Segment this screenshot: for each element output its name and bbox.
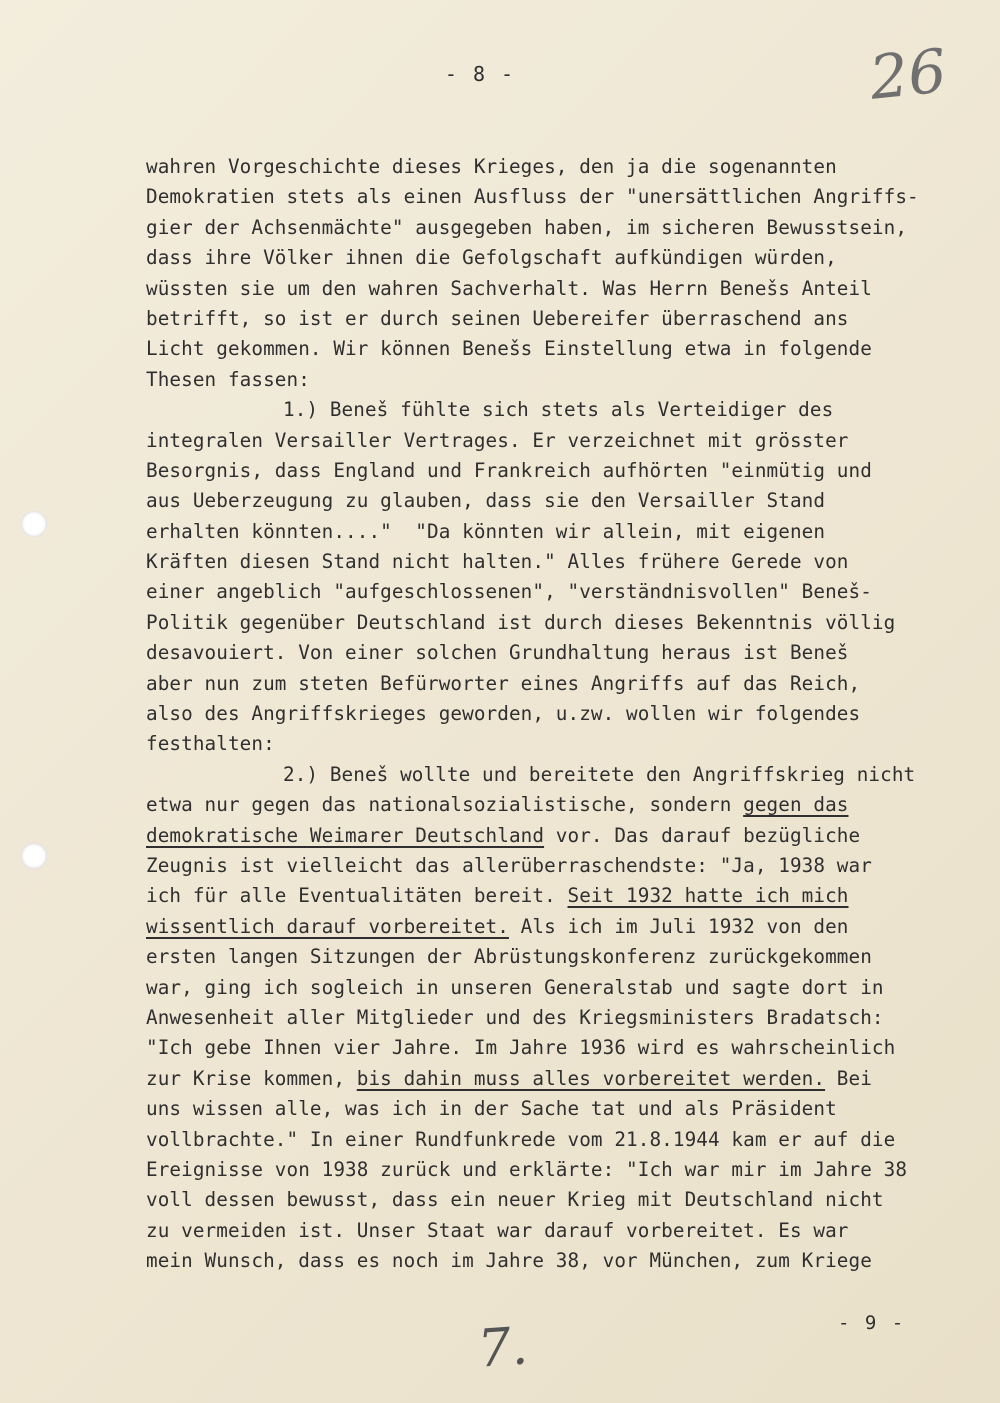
text-line [146,1216,966,1246]
text-line [146,547,966,577]
text-line [146,456,966,486]
text-segment: also des Angriffskrieges geworden, u.zw. wollen wir folgendes [146,702,861,726]
text-line [146,426,966,456]
text-segment: uns wissen alle, was ich in der Sache tat und als Präsident [146,1097,837,1121]
text-line [146,182,966,212]
text-segment: zur Krise kommen, [146,1066,357,1090]
text-line [146,152,966,182]
text-segment: wüssten sie um den wahren Sachverhalt. Was Herrn Benešs Anteil [146,276,872,300]
text-line [146,790,966,820]
text-line [146,638,966,668]
text-segment: ich für alle Eventualitäten bereit. [146,884,568,908]
text-line [146,577,966,607]
text-segment: Ereignisse von 1938 zurück und erklärte: "Ich war mir im Jahre 38 [146,1157,908,1181]
text-segment: Politik gegenüber Deutschland ist durch dieses Bekenntnis völlig [146,610,896,634]
text-segment: betrifft, so ist er durch seinen Uebereifer überraschend ans [146,306,849,330]
text-line [146,851,966,881]
text-line [146,608,966,638]
text-segment: Kräften diesen Stand nicht halten." Alles frühere Gerede von [146,550,849,574]
text-line [146,1094,966,1124]
text-segment: vor. Das darauf bezügliche [544,823,861,847]
text-line [146,912,966,942]
text-line [146,881,966,911]
text-segment: 2.) Beneš wollte und bereitete den Angriffskrieg nicht [283,762,916,786]
text-segment: einer angeblich "aufgeschlossenen", "verständnisvollen" Beneš- [146,580,872,604]
text-line [146,1003,966,1033]
next-page-marker: - 9 - [838,1312,906,1334]
text-segment: aber nun zum steten Befürworter eines Angriffs auf das Reich, [146,671,861,695]
text-line [146,304,966,334]
underlined-text: gegen das [743,793,849,817]
text-segment: ersten langen Sitzungen der Abrüstungskonferenz zurückgekommen [146,945,872,969]
text-segment: zu vermeiden ist. Unser Staat war darauf vorbereitet. Es war [146,1218,849,1242]
typed-body-text [146,152,966,1276]
text-line [146,942,966,972]
text-line [146,1246,966,1276]
text-line [146,395,966,425]
underlined-text: wissentlich darauf vorbereitet. [146,914,509,938]
text-segment: wahren Vorgeschichte dieses Krieges, den ja die sogenannten [146,155,837,178]
text-line [146,1064,966,1094]
text-line [146,760,966,790]
text-segment: Besorgnis, dass England und Frankreich aufhörten "einmütig und [146,458,872,482]
text-line [146,365,966,395]
text-line [146,517,966,547]
handwritten-mark: 7. [475,1316,530,1380]
text-segment: Zeugnis ist vielleicht das allerüberraschendste: "Ja, 1938 war [146,853,872,877]
text-segment: war, ging ich sogleich in unseren Generalstab und sagte dort in [146,975,884,999]
underlined-text: bis dahin muss alles vorbereitet werden. [356,1066,826,1090]
text-line [146,821,966,851]
text-segment: Anwesenheit aller Mitglieder und des Kriegsministers Bradatsch: [146,1005,884,1029]
text-segment: 1.) Beneš fühlte sich stets als Verteidiger des [283,398,834,422]
text-segment: desavouiert. Von einer solchen Grundhaltung heraus ist Beneš [146,641,849,665]
text-segment: erhalten könnten...." "Da könnten wir allein, mit eigenen [146,519,826,543]
text-segment: "Ich gebe Ihnen vier Jahre. Im Jahre 1936 wird es wahrscheinlich [146,1036,896,1060]
text-line [146,1033,966,1063]
text-line [146,274,966,304]
text-segment: Als ich im Juli 1932 von den [508,914,849,938]
punch-hole [21,843,47,869]
text-segment: Licht gekommen. Wir können Benešs Einstellung etwa in folgende [146,337,872,361]
underlined-text: Seit 1932 hatte ich mich [567,884,849,908]
text-segment: mein Wunsch, dass es noch im Jahre 38, vor München, zum Kriege [146,1249,872,1273]
text-segment: aus Ueberzeugung zu glauben, dass sie den Versailler Stand [146,489,826,513]
text-segment: vollbrachte." In einer Rundfunkrede vom 21.8.1944 kam er auf die [146,1127,896,1151]
text-segment: etwa nur gegen das nationalsozialistische, sondern [146,793,744,817]
text-line [146,1155,966,1185]
text-segment: Thesen fassen: [146,367,310,391]
text-line [146,729,966,759]
text-line [146,213,966,243]
text-segment: voll dessen bewusst, dass ein neuer Krieg mit Deutschland nicht [146,1188,884,1212]
text-segment: dass ihre Völker ihnen die Gefolgschaft aufkündigen würden, [146,246,837,270]
text-segment: Demokratien stets als einen Ausfluss der "unersättlichen Angriffs- [146,185,919,209]
text-line [146,1125,966,1155]
page-number: - 8 - [444,62,516,86]
text-segment: festhalten: [146,732,275,756]
text-line [146,334,966,364]
text-segment: integralen Versailler Vertrages. Er verzeichnet mit grösster [146,428,849,452]
text-line [146,486,966,516]
text-segment: gier der Achsenmächte" ausgegeben haben, im sicheren Bewusstsein, [146,215,908,239]
text-line [146,243,966,273]
handwritten-folio-number: 26 [866,36,950,114]
text-line [146,1185,966,1215]
text-line [146,699,966,729]
text-line [146,669,966,699]
punch-hole [21,511,47,537]
text-segment: Bei [825,1066,872,1090]
text-line [146,973,966,1003]
underlined-text: demokratische Weimarer Deutschland [146,823,545,847]
